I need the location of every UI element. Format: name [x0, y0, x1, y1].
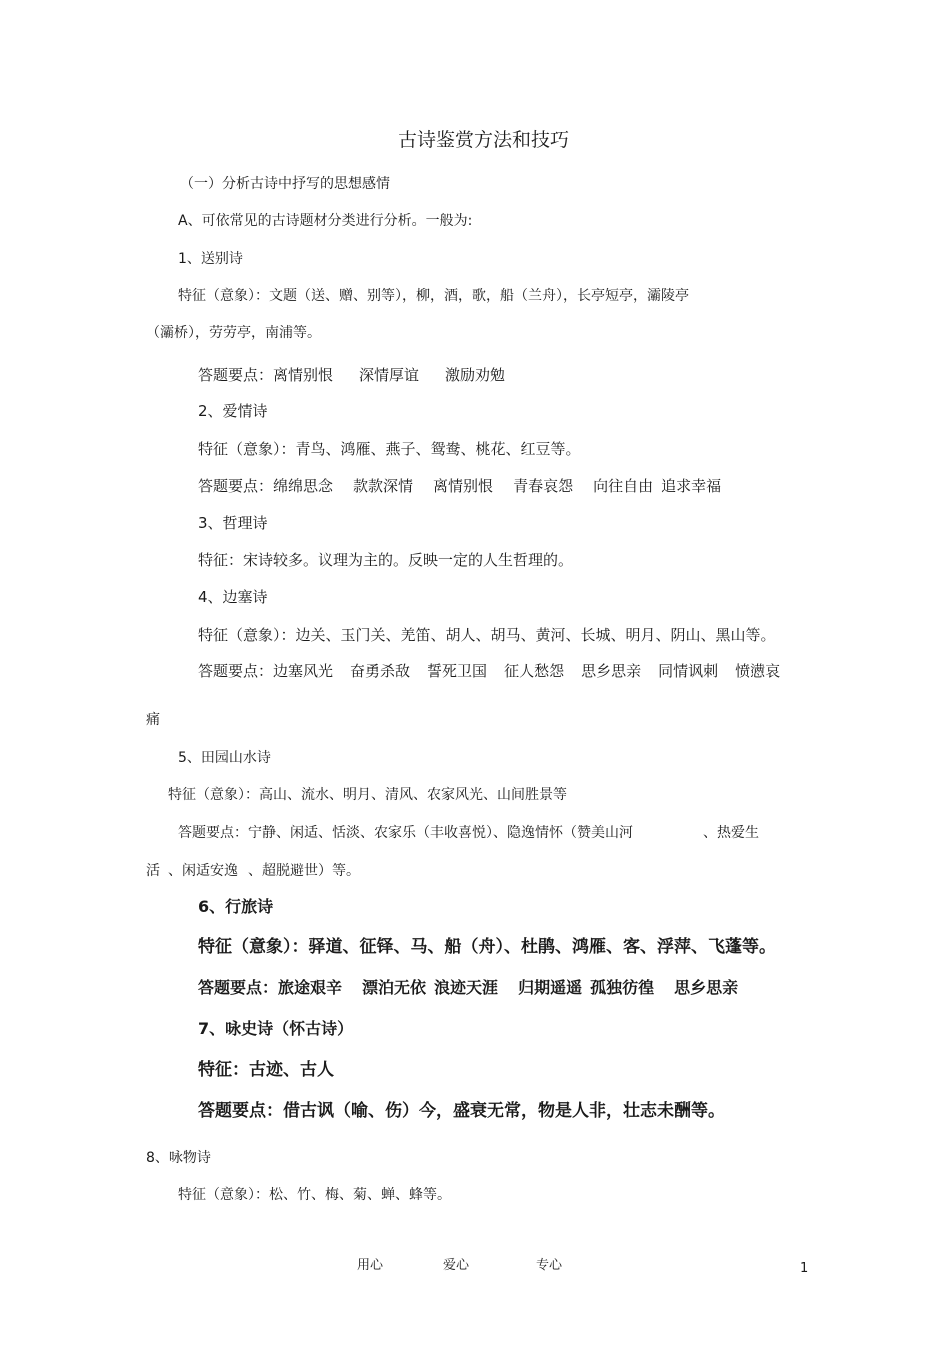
- answer-item: 孤独彷徨: [590, 978, 655, 997]
- answer-text: 活: [146, 863, 160, 879]
- footer-item: 专心: [536, 1258, 563, 1273]
- answer-text: 、热爱生: [703, 825, 759, 841]
- answer-item: 边塞风光: [273, 662, 334, 680]
- category-heading: 6、行旅诗: [198, 897, 274, 916]
- category-heading: 3、哲理诗: [198, 514, 268, 532]
- answer-points: [198, 479, 721, 494]
- page-number: 1: [800, 1261, 809, 1276]
- answer-item: 誓死卫国: [427, 662, 488, 680]
- answer-wrap: 痛: [146, 712, 160, 728]
- category-heading: 4、边塞诗: [198, 588, 268, 606]
- answer-item: 奋勇杀敌: [350, 662, 411, 680]
- answer-item: 向往自由: [593, 477, 654, 495]
- answer-item: 离情别恨: [433, 477, 494, 495]
- answer-item: 同情讽刺: [658, 662, 719, 680]
- feature-text-cont: （灞桥），劳劳亭，南浦等。: [146, 325, 321, 341]
- category-heading: 2、爱情诗: [198, 402, 268, 420]
- feature-text: 特征（意象）：青鸟、鸿雁、燕子、鸳鸯、桃花、红豆等。: [198, 440, 581, 458]
- feature-text: 特征（意象）：松、竹、梅、菊、蝉、蜂等。: [178, 1187, 451, 1203]
- answer-label: 答题要点：: [198, 477, 274, 495]
- answer-item: 思乡思亲: [581, 662, 642, 680]
- category-heading: 1、送别诗: [178, 251, 243, 267]
- feature-text: 特征（意象）：边关、玉门关、羌笛、胡人、胡马、黄河、长城、明月、阴山、黑山等。: [198, 626, 776, 644]
- answer-item: 款款深情: [353, 477, 414, 495]
- intro-text: A、可依常见的古诗题材分类进行分析。一般为:: [178, 213, 473, 229]
- answer-item: 漂泊无依: [362, 978, 427, 997]
- footer-item: 用心: [357, 1258, 384, 1273]
- feature-text: 特征（意象）：高山、流水、明月、清风、农家风光、山间胜景等: [168, 787, 567, 803]
- feature-text: 特征（意象）：驿道、征铎、马、船（舟）、杜鹃、鸿雁、客、浮萍、飞蓬等。: [198, 937, 776, 957]
- answer-label: 答题要点：: [198, 662, 274, 680]
- category-heading: 5、田园山水诗: [178, 750, 271, 766]
- answer-item: 归期遥遥: [518, 978, 583, 997]
- answer-points: [198, 980, 738, 996]
- answer-points: [198, 368, 505, 383]
- answer-item: 思乡思亲: [674, 978, 739, 997]
- footer-item: 爱心: [443, 1258, 470, 1273]
- answer-item: 深情厚谊: [359, 366, 420, 384]
- answer-item: 旅途艰辛: [278, 978, 343, 997]
- answer-points-cont: [146, 864, 360, 878]
- page-title: 古诗鉴赏方法和技巧: [398, 129, 570, 151]
- category-heading: 7、咏史诗（怀古诗）: [198, 1019, 354, 1038]
- answer-item: 征人愁怨: [504, 662, 565, 680]
- feature-text: 特征（意象）：文题（送、赠、别等），柳，酒，歌，船（兰舟），长亭短亭，灞陵亭: [178, 288, 689, 304]
- answer-text: 、闲适安逸: [168, 863, 238, 879]
- answer-points: 答题要点：借古讽（喻、伤）今，盛衰无常，物是人非，壮志未酬等。: [198, 1101, 725, 1121]
- answer-item: 追求幸福: [661, 477, 722, 495]
- answer-label: 答题要点：: [198, 978, 279, 997]
- feature-text: 特征：宋诗较多。议理为主的。反映一定的人生哲理的。: [198, 551, 574, 569]
- answer-points: [178, 826, 759, 840]
- answer-points: [198, 664, 780, 679]
- answer-item: 青春哀怨: [513, 477, 574, 495]
- answer-item: 离情别恨: [273, 366, 334, 384]
- answer-label: 答题要点：: [198, 366, 274, 384]
- category-heading: 8、咏物诗: [146, 1150, 211, 1166]
- answer-item: 愤懑哀: [735, 662, 781, 680]
- answer-text: 答题要点：宁静、闲适、恬淡、农家乐（丰收喜悦）、隐逸情怀（赞美山河: [178, 825, 633, 841]
- answer-item: 浪迹天涯: [434, 978, 499, 997]
- answer-item: 激励劝勉: [445, 366, 506, 384]
- answer-item: 绵绵思念: [273, 477, 334, 495]
- feature-text: 特征：古迹、古人: [198, 1060, 334, 1080]
- section-heading: （一）分析古诗中抒写的思想感情: [180, 176, 390, 192]
- answer-text: 、超脱避世）等。: [248, 863, 360, 879]
